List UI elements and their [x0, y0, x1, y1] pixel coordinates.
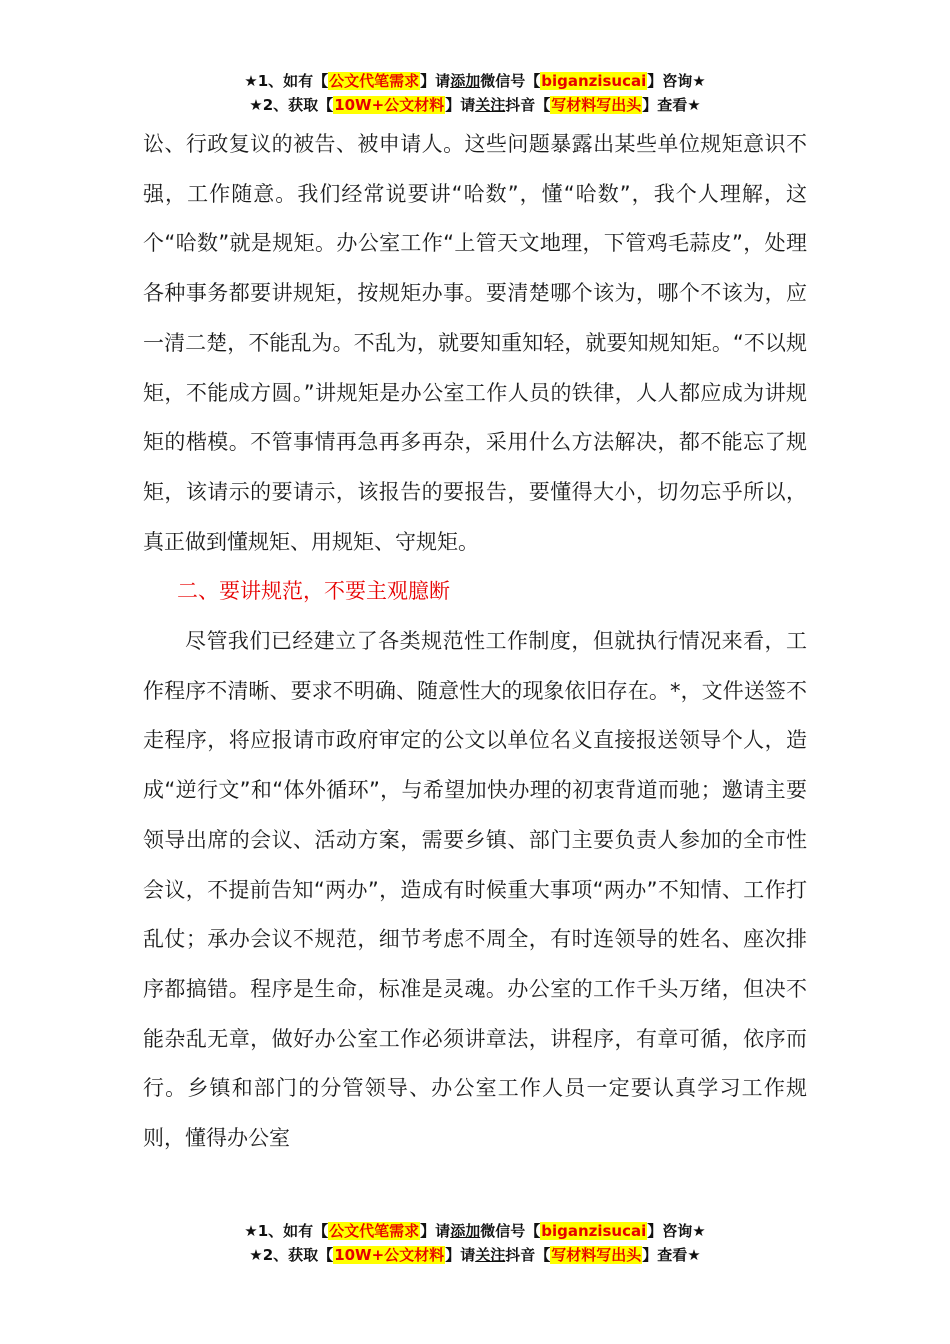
highlight-wechat-id: biganzisucai	[541, 1222, 647, 1240]
highlight-service: 公文代笔需求	[329, 72, 420, 90]
banner-text: 】咨询★	[647, 72, 706, 90]
banner-text: 微信号【	[480, 72, 541, 90]
banner-text: 】请	[445, 1246, 476, 1264]
banner-text: ★2、获取【	[249, 1246, 334, 1264]
banner-text: ★1、如有【	[244, 1222, 329, 1240]
banner-text: 抖音【	[505, 96, 551, 114]
highlight-materials: 10W+公文材料	[334, 96, 445, 114]
banner-text: 】请	[420, 1222, 451, 1240]
highlight-materials: 10W+公文材料	[334, 1246, 445, 1264]
section-heading-2: 二、要讲规范，不要主观臆断	[177, 579, 450, 604]
banner-text: 抖音【	[505, 1246, 551, 1264]
footer-banner	[0, 1219, 950, 1267]
highlight-wechat-id: biganzisucai	[541, 72, 647, 90]
paragraph-1: 讼、行政复议的被告、被申请人。这些问题暴露出某些单位规矩意识不强，工作随意。我们经常说要讲“哈数”，懂“哈数”，我个人理解，这个“哈数”就是规矩。办公室工作“上管天文地理，下管鸡毛蒜皮”，处理各种事务都要讲规矩，按规矩办事。要清楚哪个该为，哪个不该为，应一清二楚，不能乱为。不乱为，就要知重知轻，就要知规知矩。“不以规矩，不能成方圆。”讲规矩是办公室工作人员的铁律，人人都应成为讲规矩的楷模。不管事情再急再多再杂，采用什么方法解决，都不能忘了规矩，该请示的要请示，该报告的要报告，要懂得大小，切勿忘乎所以，真正做到懂规矩、用规矩、守规矩。	[143, 132, 807, 554]
banner-line-2	[0, 1243, 950, 1267]
highlight-service: 公文代笔需求	[329, 1222, 420, 1240]
banner-text: 】查看★	[642, 1246, 701, 1264]
banner-text: 】请	[420, 72, 451, 90]
banner-text: 】咨询★	[647, 1222, 706, 1240]
highlight-douyin-account: 写材料写出头	[551, 96, 642, 114]
banner-line-2	[0, 93, 950, 117]
document-body	[143, 120, 807, 1164]
underlined-word: 添加	[450, 72, 481, 90]
header-banner	[0, 69, 950, 117]
underlined-word: 添加	[450, 1222, 481, 1240]
banner-text: 微信号【	[480, 1222, 541, 1240]
banner-line-1	[0, 1219, 950, 1243]
banner-line-1	[0, 69, 950, 93]
banner-text: 】查看★	[642, 96, 701, 114]
highlight-douyin-account: 写材料写出头	[551, 1246, 642, 1264]
banner-text: ★1、如有【	[244, 72, 329, 90]
underlined-word: 关注	[475, 1246, 506, 1264]
paragraph-2: 尽管我们已经建立了各类规范性工作制度，但就执行情况来看，工作程序不清晰、要求不明确、随意性大的现象依旧存在。*，文件送签不走程序，将应报请市政府审定的公文以单位名义直接报送领导个人，造成“逆行文”和“体外循环”，与希望加快办理的初衷背道而驰；邀请主要领导出席的会议、活动方案，需要乡镇、部门主要负责人参加的全市性会议，不提前告知“两办”，造成有时候重大事项“两办”不知情、工作打乱仗；承办会议不规范，细节考虑不周全，有时连领导的姓名、座次排序都搞错。程序是生命，标准是灵魂。办公室的工作千头万绪，但决不能杂乱无章，做好办公室工作必须讲章法，讲程序，有章可循，依序而行。乡镇和部门的分管领导、办公室工作人员一定要认真学习工作规则，懂得办公室	[143, 629, 807, 1151]
banner-text: ★2、获取【	[249, 96, 334, 114]
underlined-word: 关注	[475, 96, 506, 114]
banner-text: 】请	[445, 96, 476, 114]
